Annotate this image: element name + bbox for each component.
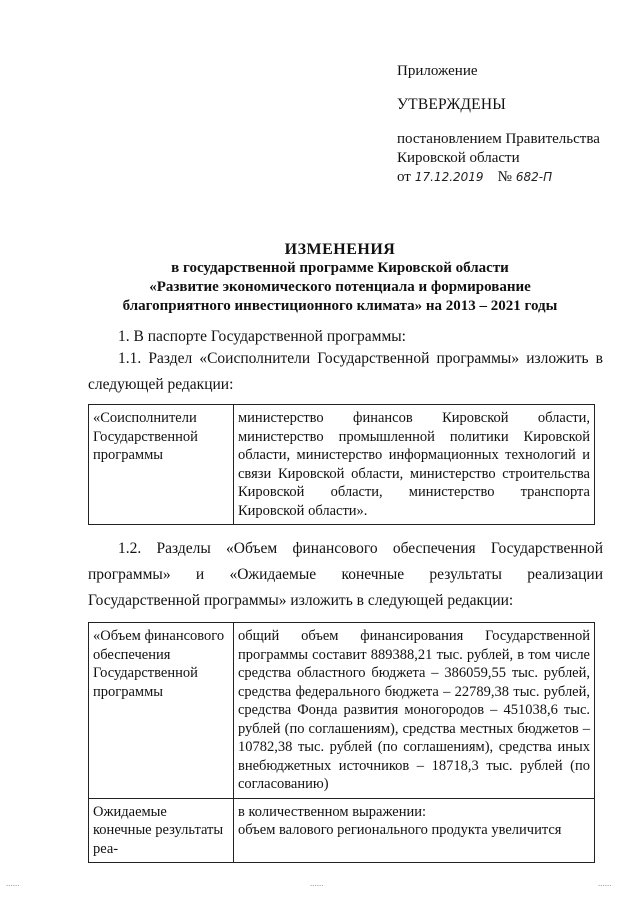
document-title — [60, 240, 620, 316]
resolution-line-2: Кировской области — [397, 150, 520, 166]
resolution-line-1: постановлением Правительства — [397, 131, 600, 147]
results-text-line-2: объем валового регионального продукта увеличится — [238, 822, 562, 838]
scan-mark-left: ...... — [6, 878, 20, 888]
coexecutors-text-cell: министерство финансов Кировской области, министерство промышленной политики Кировской области, министерство информационных технологий и связи Кировской области, министерство строительства Кировской области, министерство транспорта Кировской области». — [234, 405, 595, 525]
handwritten-number: 682-П — [515, 170, 553, 184]
title-line-4: благоприятного инвестиционного климата» на 2013 – 2021 годы — [122, 298, 558, 314]
coexecutors-table — [88, 404, 595, 525]
approval-block — [397, 62, 632, 187]
resolution-date-line — [397, 168, 632, 187]
date-prefix: от — [397, 169, 411, 185]
appendix-label: Приложение — [397, 63, 478, 79]
handwritten-date: 17.12.2019 — [414, 170, 484, 184]
number-prefix: № — [497, 169, 512, 185]
scan-mark-center: ...... — [310, 878, 324, 888]
results-label-cell: Ожидаемые конечные результаты реа- — [89, 798, 234, 863]
table-row — [89, 405, 595, 525]
title-line-1: ИЗМЕНЕНИЯ — [284, 241, 396, 258]
coexecutors-label-cell: «Соисполнители Государственной программы — [89, 405, 234, 525]
financing-label-cell: «Объем финансового обеспечения Государственной программы — [89, 623, 234, 799]
financing-text-cell: общий объем финансирования Государственной программы составит 889388,21 тыс. рублей, в том числе средства областного бюджета – 386059,55 тыс. рублей, средства федерального бюджета – 22789,38 тыс. рублей, средства Фонда развития моногородов – 451038,6 тыс. рублей (по соглашениям), средства местных бюджетов – 10782,38 тыс. рублей (по соглашениям), средства иных внебюджетных источников – 18718,3 тыс. рублей (по согласованию) — [234, 623, 595, 799]
section-1-2-text: 1.2. Разделы «Объем финансового обеспечения Государственной программы» и «Ожидаемые конечные результаты реализации Государственной программы» изложить в следующей редакции: — [88, 540, 603, 609]
table-row — [89, 623, 595, 799]
section-1-1-text: 1.1. Раздел «Соисполнители Государственной программы» изложить в следующей редакции: — [88, 350, 603, 393]
results-text-line-1: в количественном выражении: — [238, 803, 427, 820]
approved-label: УТВЕРЖДЕНЫ — [397, 96, 506, 113]
financing-table — [88, 622, 595, 863]
title-line-3: «Развитие экономического потенциала и формирование — [149, 279, 531, 295]
results-text-cell — [234, 798, 595, 863]
section-1-heading: 1. В паспорте Государственной программы: — [118, 328, 406, 345]
scan-mark-right: ...... — [598, 878, 612, 888]
title-line-2: в государственной программе Кировской области — [171, 260, 509, 276]
table-row — [89, 798, 595, 863]
